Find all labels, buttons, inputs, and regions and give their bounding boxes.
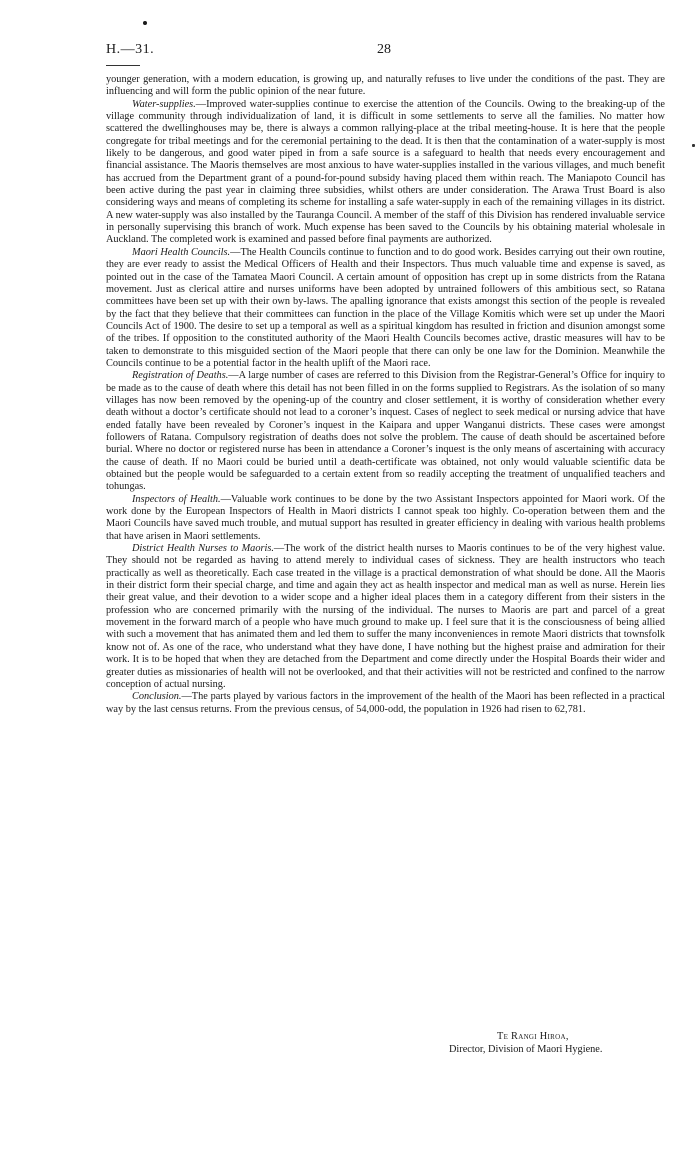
paragraph-conclusion — [106, 691, 665, 716]
signature-name: Te Rangi Hiroa, — [497, 1031, 569, 1042]
ink-dot — [143, 21, 147, 25]
paragraph-registration-of-deaths — [106, 370, 665, 493]
paragraph-heading: Inspectors of Health. — [132, 493, 221, 505]
paragraph-water-supplies — [106, 99, 665, 247]
paragraph-text: —The Health Councils continue to function and to do good work. Besides carrying out their own routine, they are ever ready to assist the Medical Officers of Health and their Inspectors. Thus much valuable time and expense is saved, as pointed out in the case of the Tamatea Maori Council. A certain amount of opposition has crept up in some districts from the Ratana movement. Just as clerical attire and nurses uniforms have been adopted by untrained followers of this ambitious sect, so Ratana committees have been set up with their own by-laws. The apalling ignorance that exists amongst this section of the people is revealed by the fact that they believe that their committees can function in the place of the Village Komitis which were set up under the Maori Councils Act of 1900. The desire to set up a temporal as well as a spiritual kingdom has resulted in friction and disunion amongst some of the tribes. If opposition to the constituted authority of the Maori Health Councils becomes active, drastic measures will hav to be taken to demonstrate to this misguided section of the Maori people that there can only be one law for the Dominion. Meanwhile the Councils continue to be a potential factor in the health uplift of the Maori race. — [106, 246, 666, 369]
paragraph-text: —A large number of cases are referred to this Division from the Registrar-General’s Office for inquiry to be made as to the cause of death where this detail has not been filled in on the forms supplied to Registrars. As the isolation of so many villages has now been removed by the opening-up of the country and closer settlement, it is worthy of consideration whether every death without a doctor’s certificate should not lead to a coroner’s inquest. Cases of neglect to seek medical or nursing advice that have ended fatally have been revealed by Coroner’s inquest in the Kaipara and upper Wanganui districts. These cases were amongst followers of Ratana. Compulsory registration of deaths does not solve the problem. The cause of death should be ascertained before burial. Where no doctor or registered nurse has been in attendance a Coroner’s inquest is the only means of ascertaining with accuracy the cause of death. If no Maori could be buried until a death-certificate was obtained, not only would valuable scientific data be obtained but the people would be safeguarded to a certain extent from so readily accepting the treatment of unqualified teachers and tohungas. — [106, 370, 665, 493]
signature-title: Director, Division of Maori Hygiene. — [449, 1044, 603, 1055]
paragraph-heading: Water-supplies. — [132, 98, 196, 110]
paragraph-continuation — [106, 74, 665, 99]
paragraph-heading: Conclusion. — [132, 691, 182, 703]
margin-mark — [692, 144, 695, 147]
paragraph-text: —The work of the district health nurses to Maoris continues to be of the very highest value. They should not be regarded as having to attend merely to individual cases of sickness. They are health instructors who teach practically as well as theoretically. Each case treated in the village is a practical demonstration of what should be done. All the Maoris in their district form their special charge, and time and again they act as health inspector and medical man as well as nurse. Herein lies their great value, and their devotion to a wider scope and a higher ideal places them in a category different from their sisters in the profession who are concerned primarily with the nursing of the individual. The nurses to Maoris are part and parcel of a great movement in the forward march of a people who have much ground to make up. I feel sure that it is the consciousness of being allied with such a movement that has animated them and led them to suffer the many inconveniences in remote Maori districts that townsfolk know not of. As one of the race, who understand what they have done, I have nothing but the highest praise and admiration for their work. It is to be hoped that when they are detached from the Department and come directly under the Hospital Boards their wider and greater duties as missionaries of health will not be overlooked, and that their activities will not be restricted and confined to the narrow conception of actual nursing. — [106, 543, 665, 690]
paragraph-district-health-nurses — [106, 543, 665, 691]
header-rule — [106, 65, 140, 66]
paragraph-heading: District Health Nurses to Maoris. — [132, 543, 274, 555]
paragraph-text: —Improved water-supplies continue to exercise the attention of the Councils. Owing to the breaking-up of the village community through individualization of land, it is difficult in some settlements to serve all the families. No matter how scattered the dwellinghouses may be, there is always a common rallying-place at the tribal meeting-house. It is here that the people congregate for tribal meetings and for the ceremonial pertaining to the dead. It is then that the contamination of a water-supply is most likely to be dangerous, and good water piped in from a safe source is a safeguard to health that needs every encouragement and financial assistance. The Maoris themselves are most anxious to have water-supplies installed in the various villages, and much benefit has accrued from the Department grant of a pound-for-pound subsidy having placed them within reach. The Maniapoto Council has been active during the past year in claiming three subsidies, whilst others are under consideration. The Arawa Trust Board is also considering ways and means of completing its scheme for installing a safe water-supply in each of the remaining villages in its district. A new water-supply was also installed by the Tauranga Council. A member of the staff of this Division has rendered invaluable service in personally supervising this branch of work. Much expense has been saved to the Councils by his obtaining material wholesale in Auckland. The completed work is examined and passed before final payments are authorized. — [106, 98, 665, 246]
document-reference: H.—31. — [106, 42, 155, 57]
paragraph-inspectors-of-health — [106, 494, 665, 543]
paragraph-text: —Valuable work continues to be done by the two Assistant Inspectors appointed for Maori work. Of the work done by the European Inspectors of Health in Maori districts I cannot speak too highly. Co-operation between them and the Maori Councils have saved much trouble, and mutual support has resulted in greater efficiency in dealing with various health problems that have arisen in Maori settlements. — [106, 493, 665, 542]
paragraph-maori-health-councils — [106, 247, 665, 370]
body-text — [106, 74, 665, 716]
paragraph-text: younger generation, with a modern education, is growing up, and naturally refuses to live under the conditions of the past. They are influencing and will form the public opinion of the near future. — [106, 74, 665, 98]
paragraph-text: —The parts played by various factors in the improvement of the health of the Maori has been reflected in a practical way by the last census returns. From the previous census, of 54,000-odd, the population in 1926 had risen to 62,781. — [106, 691, 665, 715]
page-number: 28 — [377, 42, 391, 57]
paragraph-heading: Maori Health Councils. — [132, 246, 231, 258]
paragraph-heading: Registration of Deaths. — [132, 370, 229, 382]
